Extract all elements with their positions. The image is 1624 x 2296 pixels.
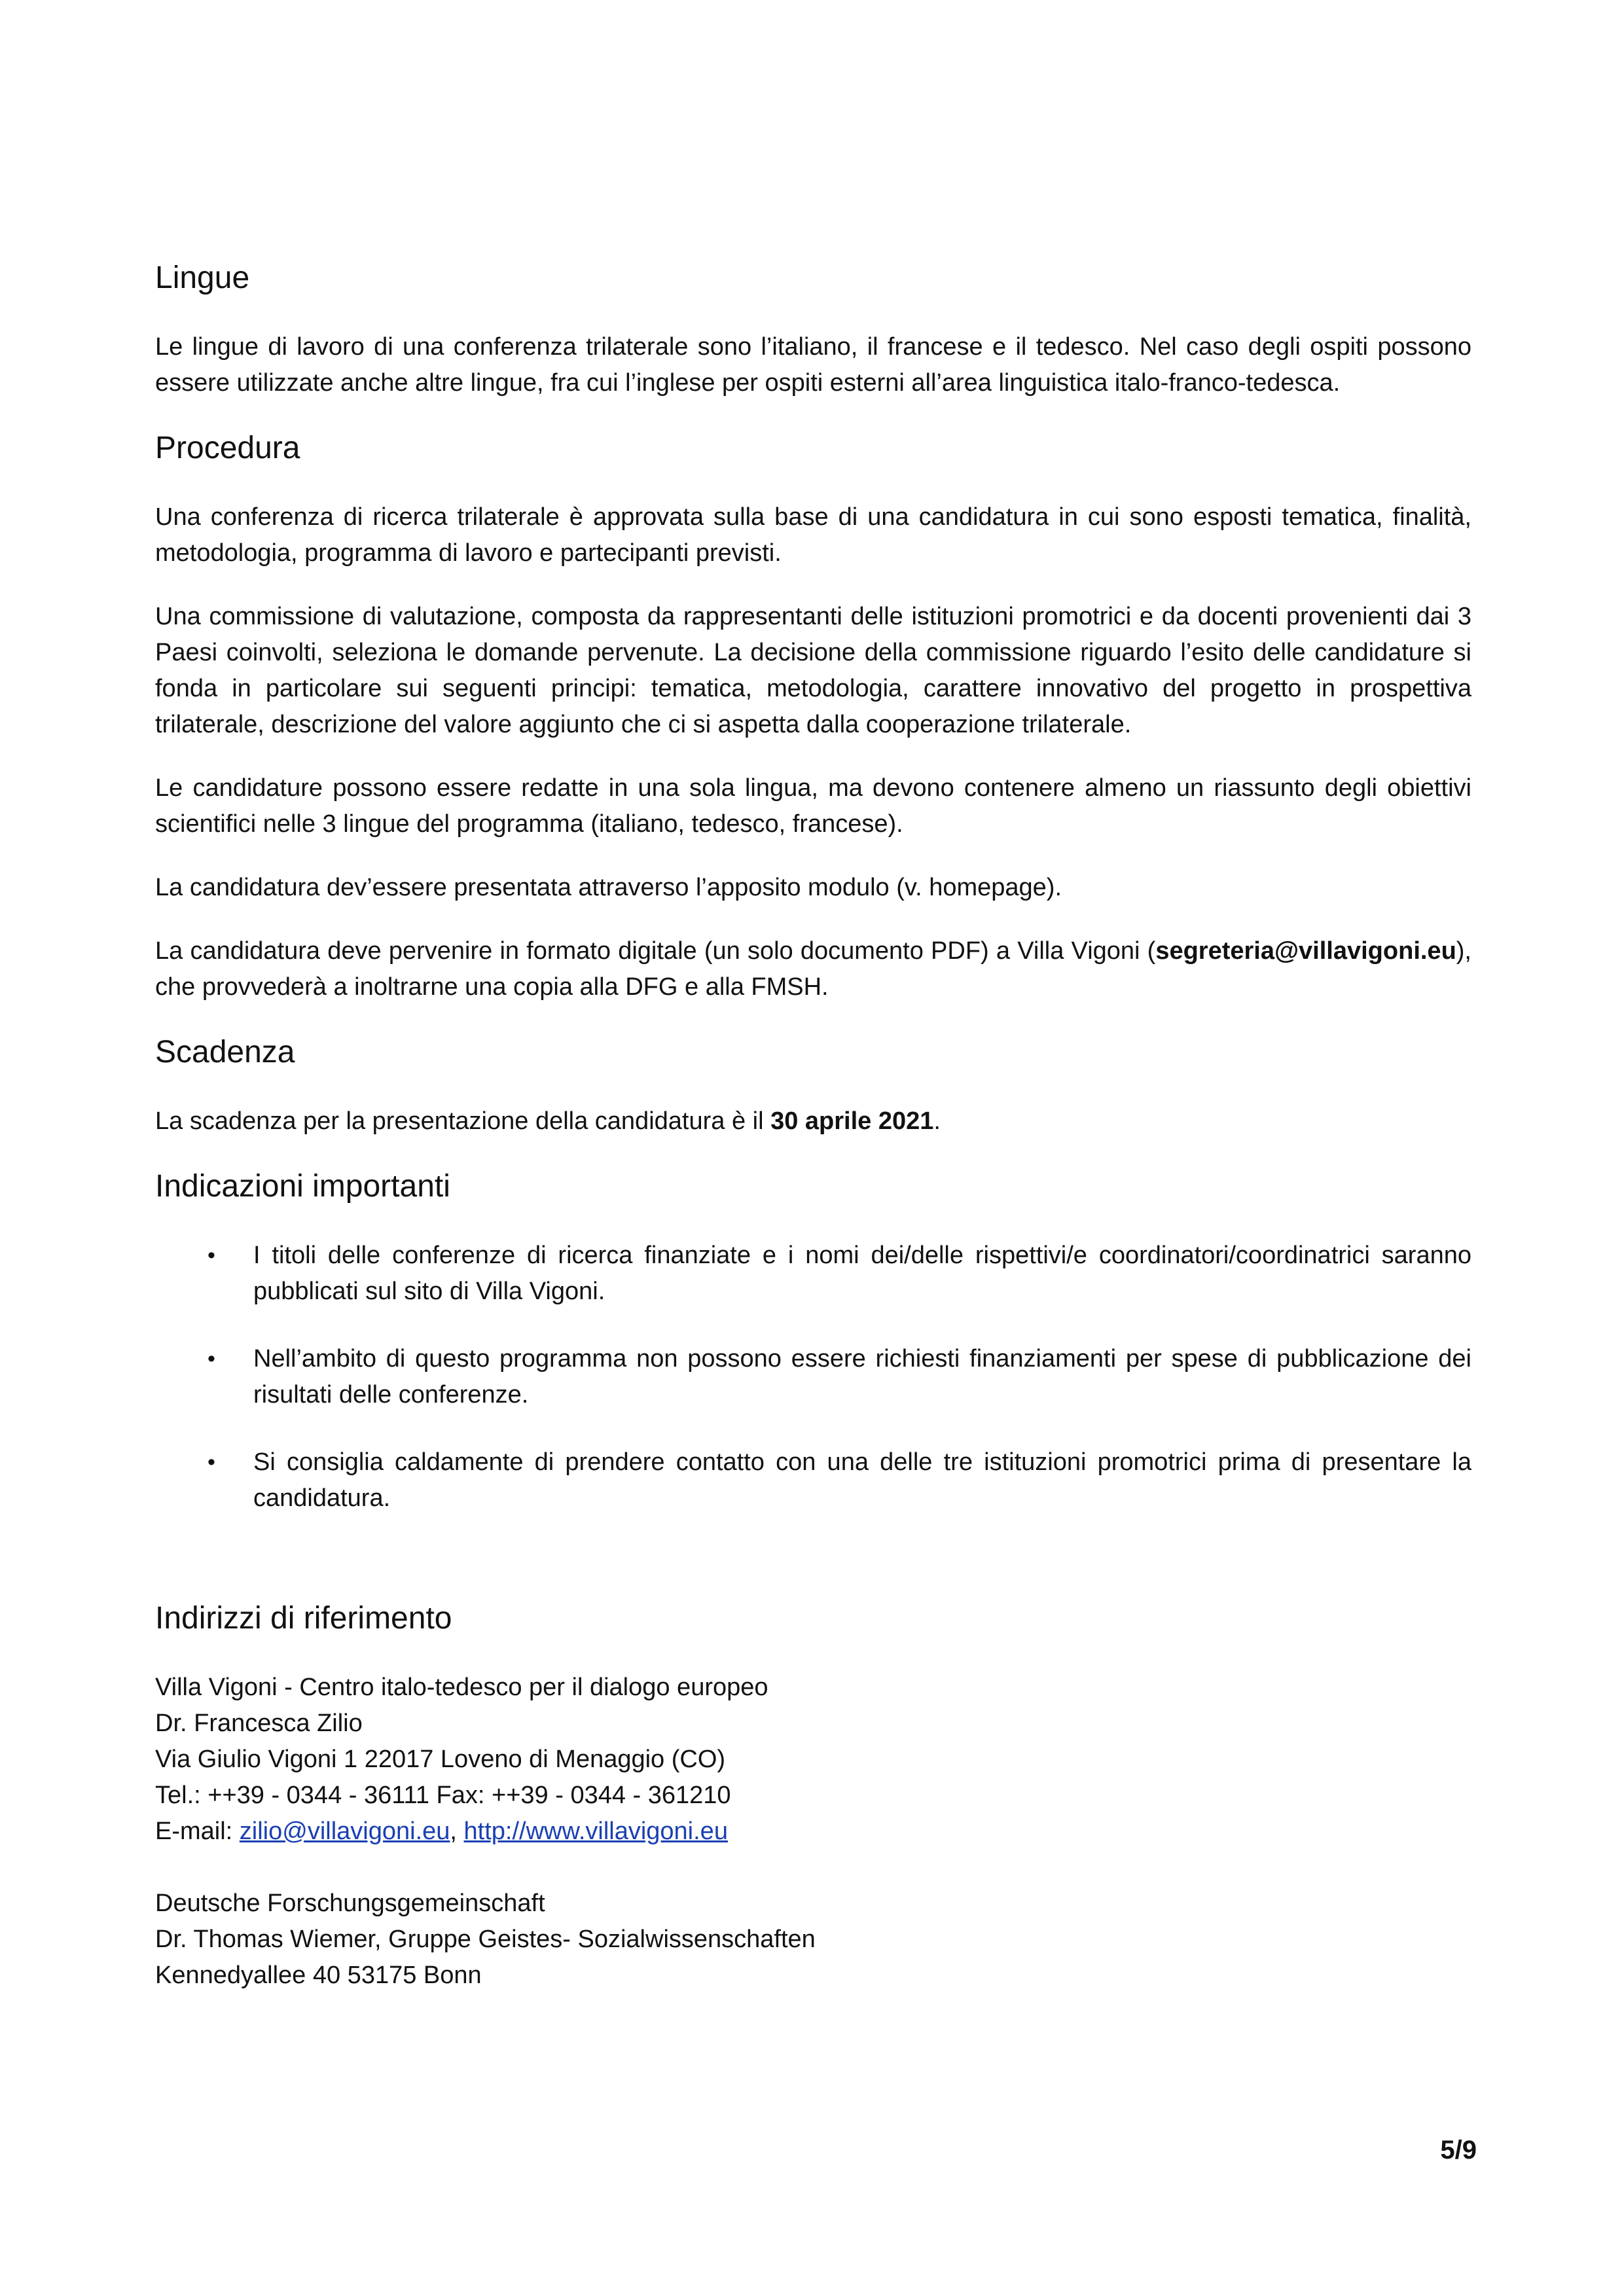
address-line: Kennedyallee 40 53175 Bonn	[155, 1962, 482, 1989]
procedura-paragraph-5	[155, 933, 1471, 1005]
scadenza-paragraph	[155, 1103, 1471, 1139]
address-line: Dr. Thomas Wiemer, Gruppe Geistes- Sozialwissenschaften	[155, 1926, 816, 1953]
address-line: Deutsche Forschungsgemeinschaft	[155, 1890, 545, 1917]
section-heading-indirizzi: Indirizzi di riferimento	[155, 1601, 452, 1636]
address-line: Villa Vigoni - Centro italo-tedesco per il dialogo europeo	[155, 1674, 768, 1701]
address-line: Tel.: ++39 - 0344 - 36111 Fax: ++39 - 0344 - 361210	[155, 1782, 731, 1809]
list-item-text: I titoli delle conferenze di ricerca finanziate e i nomi dei/delle rispettivi/e coordinatori/coordinatrici saranno pubblicati sul sito di Villa Vigoni.	[253, 1242, 1471, 1305]
link-separator: ,	[450, 1818, 464, 1845]
contact-line	[155, 1814, 1471, 1850]
scadenza-text-after: .	[933, 1107, 941, 1135]
section-heading-lingue: Lingue	[155, 260, 250, 295]
address-block-dfg	[155, 1886, 1471, 1994]
indicazioni-list	[155, 1238, 1471, 1516]
email-label: E-mail:	[155, 1818, 240, 1845]
address-block-villa-vigoni	[155, 1670, 1471, 1850]
list-item	[155, 1444, 1471, 1516]
section-heading-indicazioni: Indicazioni importanti	[155, 1169, 450, 1204]
scadenza-text-before: La scadenza per la presentazione della candidatura è il	[155, 1107, 771, 1135]
address-line: Via Giulio Vigoni 1 22017 Loveno di Menaggio (CO)	[155, 1746, 726, 1773]
list-item-text: Si consiglia caldamente di prendere contatto con una delle tre istituzioni promotrici prima di presentare la candidatura.	[253, 1448, 1471, 1512]
procedura-paragraph-4: La candidatura dev’essere presentata attraverso l’apposito modulo (v. homepage).	[155, 874, 1062, 901]
list-item-text: Nell’ambito di questo programma non possono essere richiesti finanziamenti per spese di pubblicazione dei risultati delle conferenze.	[253, 1345, 1471, 1408]
list-item	[155, 1341, 1471, 1413]
website-link[interactable]: http://www.villavigoni.eu	[463, 1818, 728, 1845]
procedura-paragraph-1: Una conferenza di ricerca trilaterale è approvata sulla base di una candidatura in cui sono esposti tematica, finalità, metodologia, programma di lavoro e partecipanti previsti.	[155, 503, 1471, 567]
lingue-paragraph: Le lingue di lavoro di una conferenza trilaterale sono l’italiano, il francese e il tedesco. Nel caso degli ospiti possono essere utilizzate anche altre lingue, fra cui l’inglese per ospiti esterni all’area linguistica italo-franco-tedesca.	[155, 333, 1471, 397]
list-item	[155, 1238, 1471, 1310]
section-heading-scadenza: Scadenza	[155, 1035, 295, 1069]
procedura-p5-before: La candidatura deve pervenire in formato digitale (un solo documento PDF) a Villa Vigoni (	[155, 937, 1156, 965]
procedura-paragraph-2: Una commissione di valutazione, composta da rappresentanti delle istituzioni promotrici e da docenti provenienti dai 3 Paesi coinvolti, seleziona le domande pervenute. La decisione della commissione riguardo l’esito delle candidature si fonda in particolare sui seguenti principi: tematica, metodologia, carattere innovativo del progetto in prospettiva trilaterale, descrizione del valore aggiunto che ci si aspetta dalla cooperazione trilaterale.	[155, 603, 1471, 738]
segreteria-email: segreteria@villavigoni.eu	[1155, 937, 1456, 965]
bullet-icon: •	[208, 1346, 215, 1371]
bullet-icon: •	[208, 1450, 215, 1475]
section-heading-procedura: Procedura	[155, 431, 300, 465]
procedura-paragraph-3: Le candidature possono essere redatte in una sola lingua, ma devono contenere almeno un riassunto degli obiettivi scientifici nelle 3 lingue del programma (italiano, tedesco, francese).	[155, 774, 1471, 838]
page-number: 5/9	[1440, 2136, 1477, 2164]
document-page	[155, 259, 1471, 1994]
email-link[interactable]: zilio@villavigoni.eu	[239, 1818, 450, 1845]
procedura-p5-after: ), che provvederà a inoltrarne una copia alla DFG e alla FMSH.	[155, 937, 1471, 1001]
bullet-icon: •	[208, 1243, 215, 1268]
address-line: Dr. Francesca Zilio	[155, 1710, 363, 1737]
deadline-date: 30 aprile 2021	[770, 1107, 934, 1135]
